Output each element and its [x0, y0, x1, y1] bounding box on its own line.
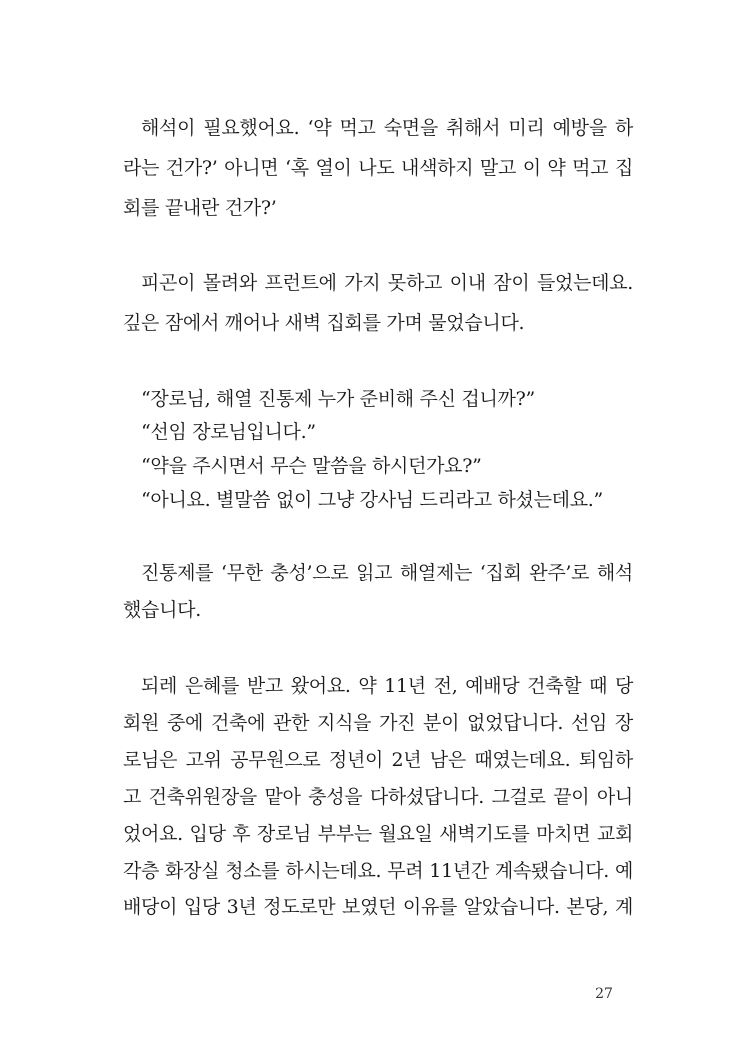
page-number: 27 [595, 986, 613, 1002]
dialogue-line-4: “아니요. 별말씀 없이 그냥 강사님 드리라고 하셨는데요.” [141, 489, 603, 511]
paragraph-2-line-1: 피곤이 몰려와 프런트에 가지 못하고 이내 잠이 들었는데요. [141, 272, 633, 294]
paragraph-2-line-2: 깊은 잠에서 깨어나 새벽 집회를 가며 물었습니다. [123, 312, 525, 334]
paragraph-5-line-5: 었어요. 입당 후 장로님 부부는 월요일 새벽기도를 마치면 교회 [123, 823, 633, 845]
paragraph-4-line-1: 진통제를 ‘무한 충성’으로 읽고 해열제는 ‘집회 완주’로 해석 [141, 562, 633, 584]
dialogue-line-3: “약을 주시면서 무슨 말씀을 하시던가요?” [141, 455, 482, 477]
paragraph-1-line-2: 라는 건가?’ 아니면 ‘혹 열이 나도 내색하지 말고 이 약 먹고 집 [123, 157, 633, 179]
paragraph-5-line-3: 로님은 고위 공무원으로 정년이 2년 남은 때였는데요. 퇴임하 [123, 749, 633, 771]
paragraph-4-line-2: 했습니다. [123, 599, 201, 621]
paragraph-5-line-4: 고 건축위원장을 맡아 충성을 다하셨답니다. 그걸로 끝이 아니 [123, 786, 633, 808]
paragraph-5-line-1: 되레 은혜를 받고 왔어요. 약 11년 전, 예배당 건축할 때 당 [141, 675, 633, 697]
paragraph-5-line-7: 배당이 입당 3년 정도로만 보였던 이유를 알았습니다. 본당, 계 [123, 896, 633, 918]
paragraph-1-line-1: 해석이 필요했어요. ‘약 먹고 숙면을 취해서 미리 예방을 하 [141, 117, 633, 139]
paragraph-1-line-3: 회를 끝내란 건가?’ [123, 197, 277, 219]
dialogue-line-2: “선임 장로님입니다.” [141, 421, 316, 443]
paragraph-5-line-2: 회원 중에 건축에 관한 지식을 가진 분이 없었답니다. 선임 장 [123, 712, 633, 734]
dialogue-line-1: “장로님, 해열 진통제 누가 준비해 주신 겁니까?” [141, 388, 535, 410]
paragraph-5-line-6: 각층 화장실 청소를 하시는데요. 무려 11년간 계속됐습니다. 예 [123, 860, 633, 882]
